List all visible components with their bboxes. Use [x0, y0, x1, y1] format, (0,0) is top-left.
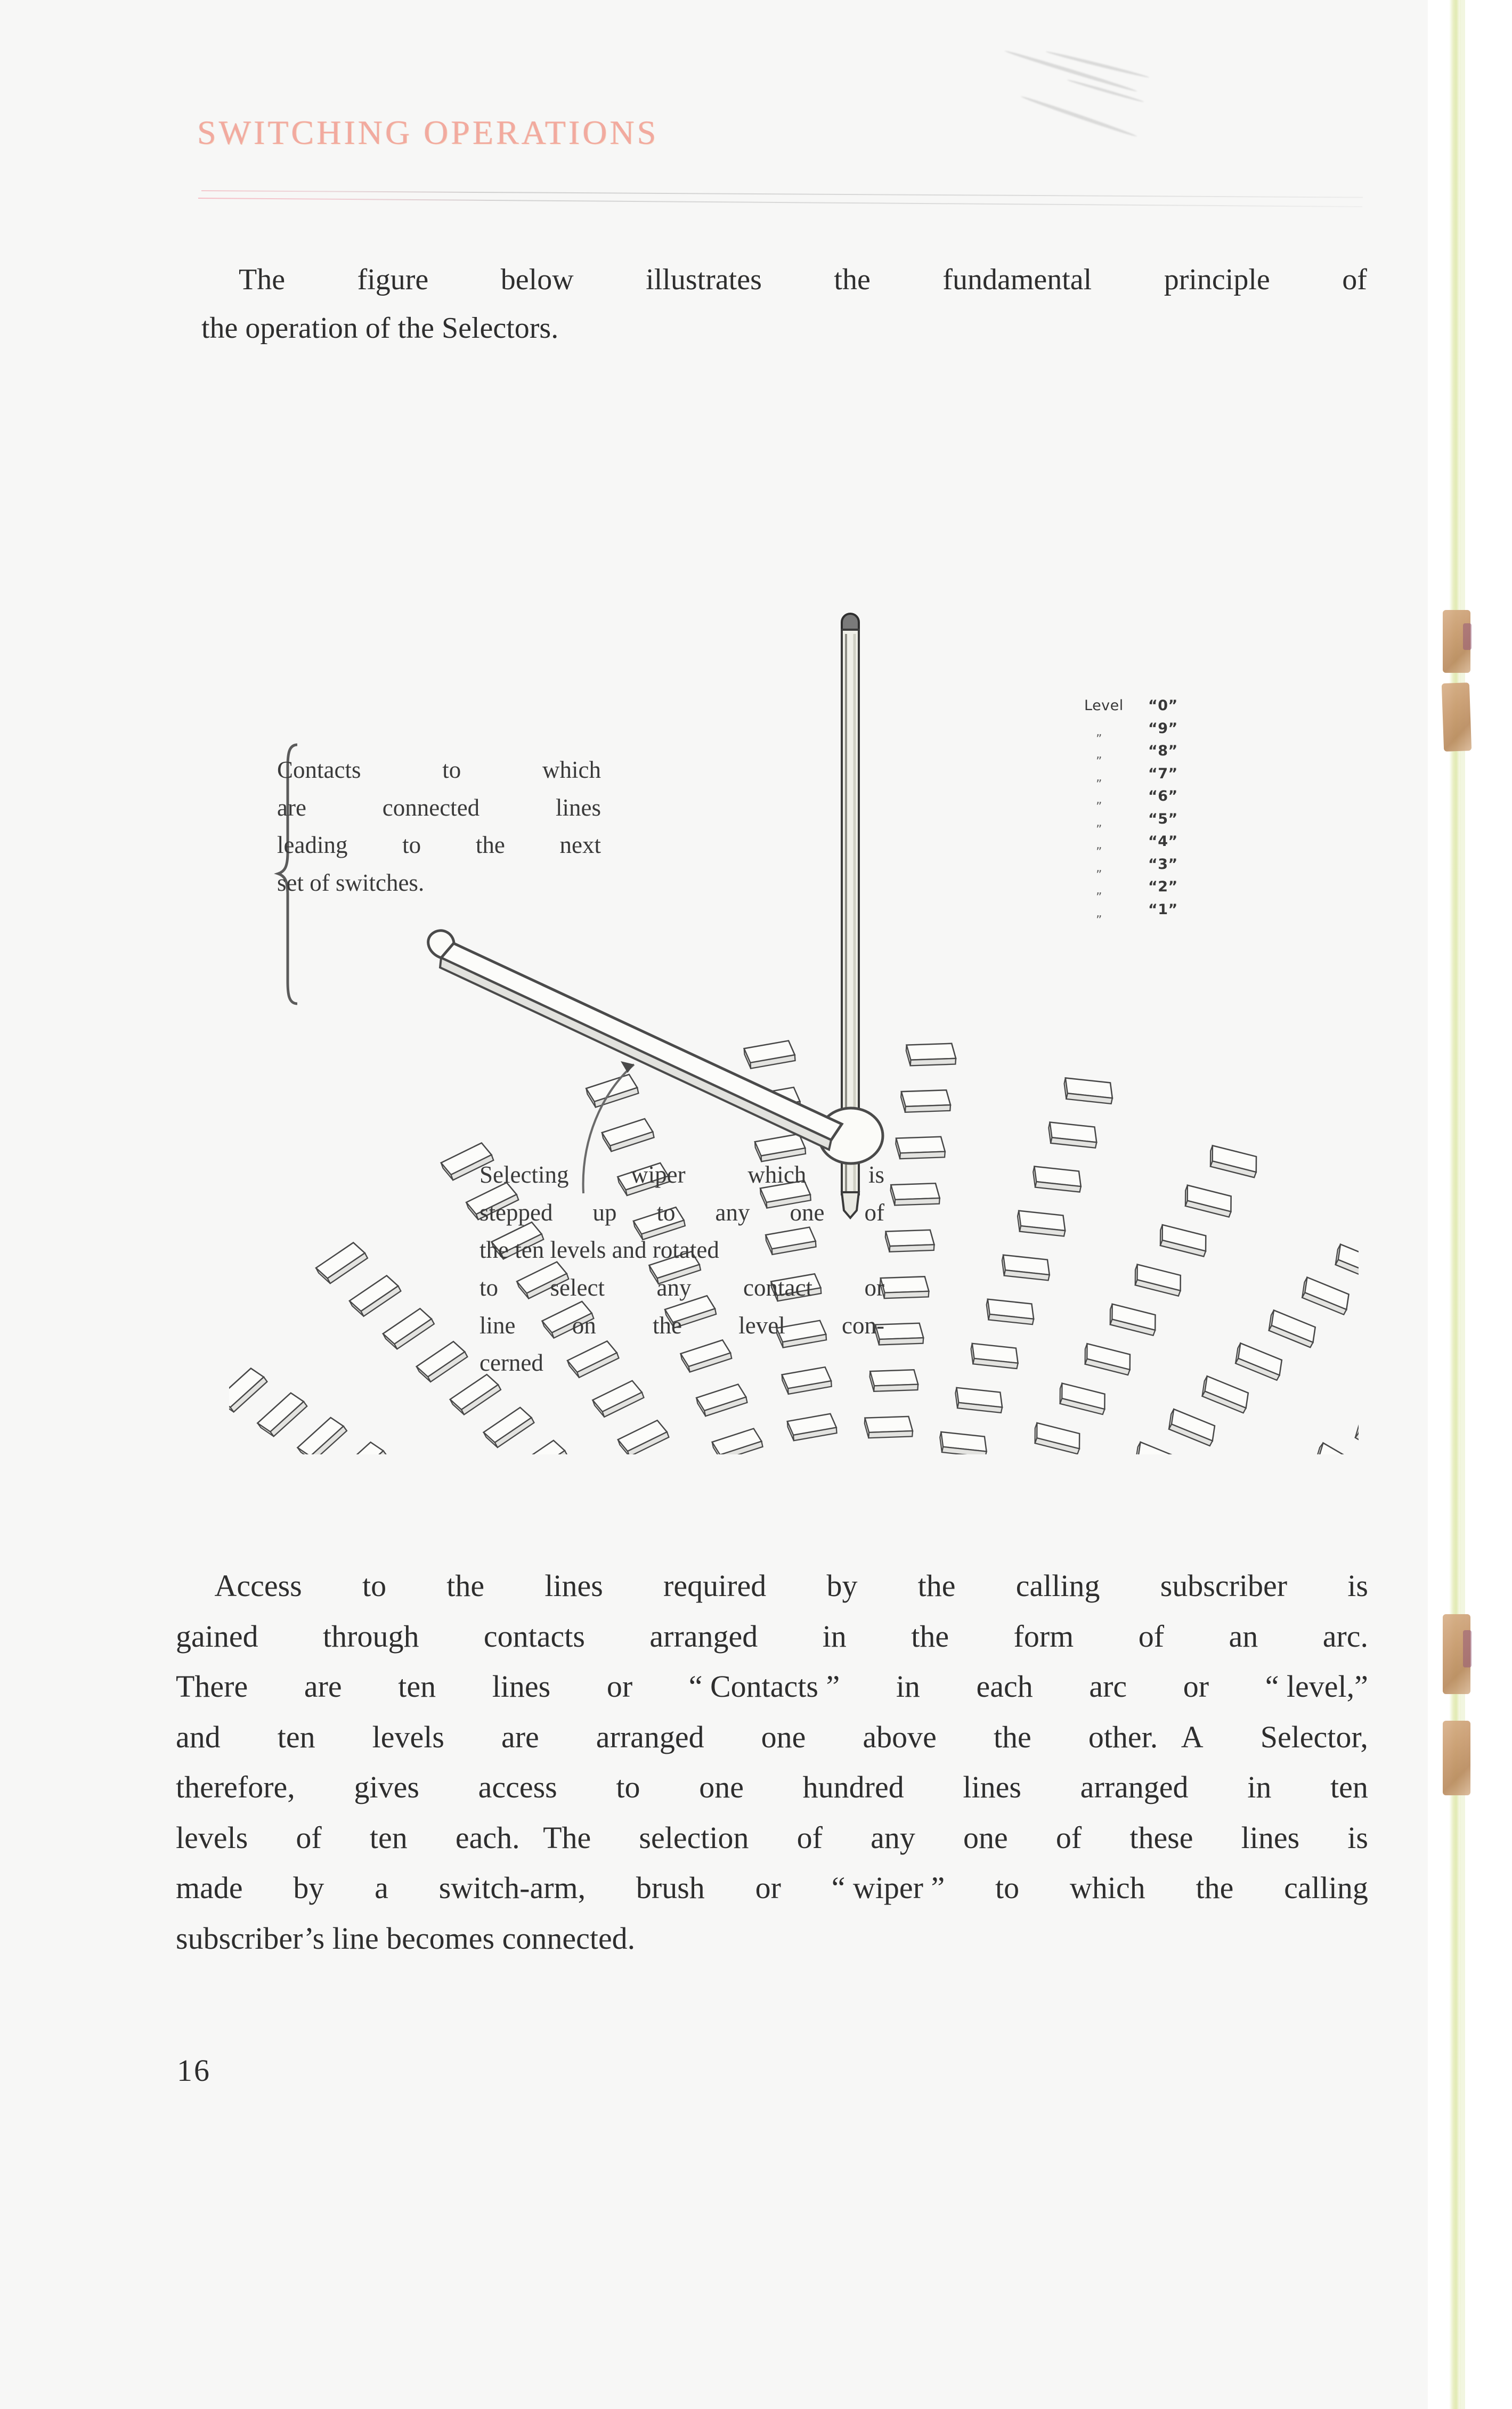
contact-block [515, 1438, 570, 1454]
level-number: “2” [1148, 878, 1178, 895]
header-rule-bottom [198, 198, 1362, 207]
contact-block [744, 1040, 795, 1069]
text-line: the operation of the Selectors. [201, 311, 559, 345]
contact-block [1331, 1240, 1359, 1286]
contact-block [879, 1274, 930, 1301]
binding-stitch [1443, 1721, 1470, 1795]
caption-line: line on the level con- [479, 1312, 884, 1339]
ditto-mark: „ [1096, 906, 1102, 920]
caption-line: set of switches. [277, 869, 425, 896]
page-edge-strip [1428, 0, 1512, 2409]
contact-block [787, 1413, 837, 1441]
level-row [1084, 763, 1223, 786]
level-number: “4” [1148, 833, 1178, 850]
text-line: There are ten lines or “ Contacts ” in each arc or “ level,” [176, 1669, 1368, 1704]
level-row [1084, 740, 1223, 763]
contact-block [1164, 1405, 1219, 1450]
contact-block [1131, 1438, 1186, 1454]
contact-block [314, 1240, 370, 1286]
contact-block [937, 1428, 990, 1454]
contact-block [711, 1428, 764, 1454]
contact-block [1030, 1162, 1084, 1197]
binding-stitch-accent [1463, 623, 1472, 650]
caption-line: Contacts to which [277, 756, 601, 783]
level-row [1084, 831, 1223, 854]
ditto-mark: „ [1096, 816, 1102, 829]
caption-line: to select any contact or [479, 1274, 884, 1301]
selector-figure [229, 602, 1359, 1454]
ditto-mark: „ [1096, 748, 1102, 761]
contact-block [1351, 1414, 1359, 1454]
text-line: levels of ten each. The selection of any one of these lines is [176, 1820, 1368, 1855]
contact-block [1030, 1419, 1085, 1454]
contact-block [895, 1134, 946, 1162]
text-line: The figure below illustrates the fundamental principle of [201, 263, 1367, 296]
caption-selecting-wiper [479, 1156, 884, 1382]
level-row [1084, 695, 1223, 718]
ditto-mark: „ [1096, 861, 1102, 875]
caption-line: are connected lines [277, 794, 601, 821]
text-line: made by a switch-arm, brush or “ wiper ” to which the calling [176, 1870, 1368, 1906]
contact-block [1297, 1273, 1353, 1319]
contact-block [335, 1439, 389, 1454]
contact-block [1080, 1339, 1135, 1379]
ditto-mark: „ [1096, 725, 1102, 739]
contact-block [414, 1339, 470, 1385]
level-row [1084, 899, 1223, 922]
ditto-mark: „ [1096, 884, 1102, 897]
contact-block [601, 1118, 655, 1152]
header-rule-top [201, 190, 1363, 198]
contact-block [585, 1073, 639, 1109]
level-row [1084, 786, 1223, 809]
text-line: subscriber’s line becomes connected. [176, 1920, 636, 1956]
contact-block [1181, 1181, 1236, 1222]
ditto-mark: „ [1096, 793, 1102, 807]
contact-block [1061, 1073, 1116, 1109]
contact-block [900, 1087, 952, 1115]
text-line: gained through contacts arranged in the form of an arc. [176, 1618, 1368, 1654]
caption-line: Selecting wiper which is [479, 1161, 884, 1188]
contact-block [1131, 1260, 1185, 1300]
contact-block [1014, 1206, 1068, 1241]
contact-block [999, 1250, 1052, 1285]
contact-block [482, 1405, 536, 1450]
level-legend [1084, 695, 1223, 922]
contact-block [968, 1339, 1021, 1373]
contact-block [347, 1273, 403, 1319]
contact-block [1198, 1372, 1253, 1417]
contact-block [616, 1419, 671, 1454]
caption-line: stepped up to any one of [479, 1199, 884, 1226]
intro-paragraph [201, 256, 1367, 352]
contact-block [695, 1383, 748, 1417]
level-number: “5” [1148, 810, 1178, 827]
contact-block [229, 1365, 270, 1415]
caption-line: cerned [479, 1349, 543, 1377]
pencil-scribble-mark [1045, 50, 1150, 79]
contact-block [953, 1383, 1005, 1417]
contact-block [1055, 1379, 1110, 1419]
selecting-wiper-arm [428, 931, 883, 1193]
level-number: “3” [1148, 856, 1178, 873]
level-row [1084, 718, 1223, 741]
level-number: “6” [1148, 788, 1178, 804]
text-line: and ten levels are arranged one above the other. A Selector, [176, 1719, 1368, 1754]
caption-contacts [277, 751, 601, 902]
contact-block [1264, 1306, 1320, 1352]
level-row [1084, 809, 1223, 832]
level-number: “1” [1148, 901, 1178, 918]
running-head: SWITCHING OPERATIONS [197, 113, 659, 151]
caption-line: the ten levels and rotated [479, 1236, 719, 1264]
contact-block [1311, 1439, 1359, 1454]
contact-block [890, 1180, 941, 1208]
contact-block [983, 1295, 1037, 1329]
level-number: “9” [1148, 720, 1178, 737]
level-label: Level [1084, 697, 1124, 714]
level-number: “0” [1148, 697, 1178, 714]
level-number: “8” [1148, 743, 1178, 759]
page-number: 16 [177, 2053, 211, 2088]
ditto-mark: „ [1096, 770, 1102, 784]
contact-block [255, 1390, 310, 1439]
contact-block [884, 1227, 936, 1255]
main-paragraph [176, 1561, 1368, 1964]
contact-block [1231, 1339, 1287, 1385]
binding-stitch-accent [1463, 1630, 1472, 1667]
contact-block [905, 1040, 957, 1069]
contact-block [381, 1306, 436, 1352]
level-row [1084, 854, 1223, 877]
level-row [1084, 876, 1223, 899]
ditto-mark: „ [1096, 839, 1102, 852]
contact-block [591, 1379, 645, 1419]
caption-line: leading to the next [277, 832, 601, 859]
contact-block [1105, 1300, 1160, 1340]
contact-block [295, 1414, 349, 1454]
text-line: Access to the lines required by the calling subscriber is [176, 1568, 1368, 1603]
binding-stitch [1442, 682, 1472, 752]
pencil-scribble-mark [1020, 95, 1137, 138]
contact-block [1046, 1118, 1100, 1152]
contact-block [864, 1413, 914, 1441]
contact-block [1206, 1141, 1262, 1182]
text-line: therefore, gives access to one hundred lines arranged in ten [176, 1770, 1368, 1805]
level-number: “7” [1148, 765, 1178, 782]
contact-block [1156, 1220, 1211, 1261]
page-edge-tint [1449, 0, 1461, 2409]
